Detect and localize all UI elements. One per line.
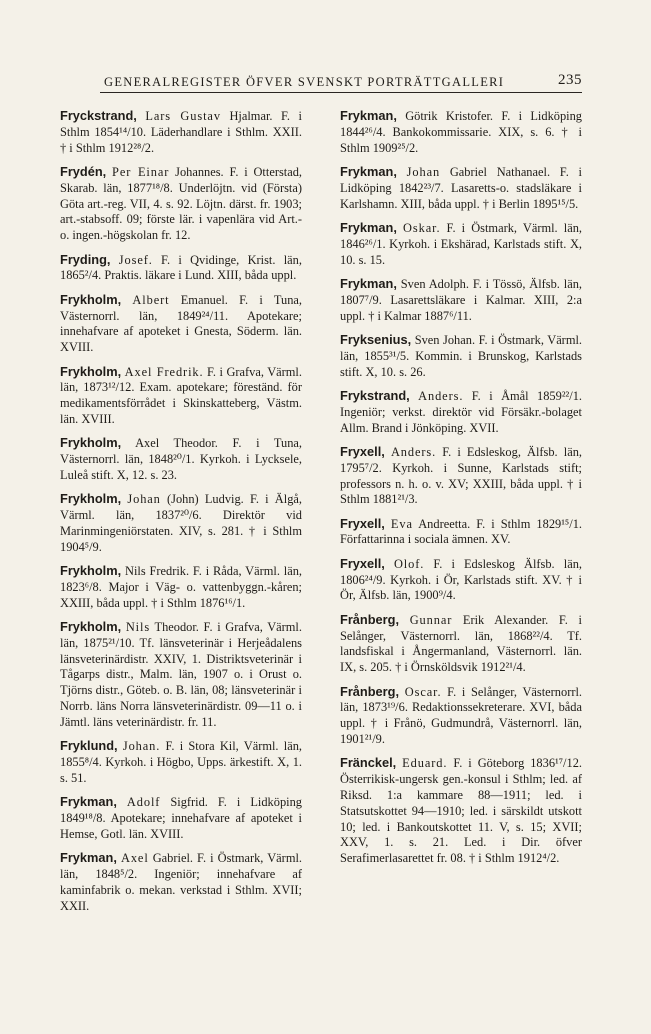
entry-text: Gabriel. F. i Östmark, Värml. län, 1848⁵/2. Ingeniör; innehafvare af kaminfabrik o. mekan. verkstad i Sthlm. XVII; XXII. (60, 851, 302, 913)
entry-text: Emanuel. F. i Tuna, Västernorrl. län, 1849²⁴/11. Apotekare; innehafvare af apoteket i Gnesta, Söderm. län. XVIII. (60, 292, 302, 355)
register-entry (340, 164, 582, 212)
entry-surname: Frykman, (340, 163, 397, 179)
entry-surname: Fryxell, (340, 515, 385, 531)
entry-surname: Frydén, (60, 163, 107, 179)
entry-surname: Frykholm, (60, 291, 122, 307)
entry-given-name: Axel Fredrik. (124, 364, 204, 379)
entry-surname: Frykstrand, (340, 387, 410, 403)
entry-text: (John) Ludvig. F. i Älgå, Värml. län, 1837²⁰/6. Direktör vid Marinmingeniörstaten. XIV, s. 281. † i Sthlm 1904⁵/9. (60, 492, 302, 554)
register-entry (60, 292, 302, 356)
entry-surname: Frykholm, (60, 363, 122, 379)
entry-surname: Frykman, (340, 219, 397, 235)
entry-surname: Fryxell, (340, 443, 385, 459)
entry-text: Sven Adolph. F. i Tössö, Älfsb. län, 1807⁷/9. Lasarettsläkare i Kalmar. XIII, 2:a uppl. † i Kalmar 1887⁶/11. (340, 276, 582, 323)
register-entry (340, 388, 582, 436)
entry-surname: Frykman, (340, 108, 397, 123)
entry-surname: Frånberg, (340, 611, 400, 627)
entry-text: Sigfrid. F. i Lidköping 1849¹⁸/8. Apotekare; innehafvare af apoteket i Hemse, Gotl. län. XVIII. (60, 795, 302, 841)
entry-surname: Fränckel, (340, 755, 397, 771)
entry-given-name: Anders. (390, 444, 437, 459)
entry-surname: Fryxell, (340, 555, 385, 571)
register-entry (340, 755, 582, 867)
entry-text: F. i Grafva, Värml. län, 1873¹²/12. Exam. apotekare; föreständ. för medikamentsförrådet i Skinskatteberg, Västm. län. XVIII. (60, 364, 302, 426)
register-entry (340, 108, 582, 156)
entry-text: F. i Edsleskog Älfsb. län, 1806²⁴/9. Kyrkoh. i Ör, Karlstads stift. XV. † i Ör, Älfsb. län, 1900⁹/4. (340, 556, 582, 603)
entry-given-name: Oscar. (404, 684, 442, 699)
register-entry (60, 794, 302, 842)
header-title: GENERALREGISTER ÖFVER SVENSKT PORTRÄTTGALLERI (104, 75, 505, 89)
entry-surname: Fryksenius, (340, 331, 412, 347)
entry-surname: Fryklund, (60, 738, 118, 754)
entry-text: F. i Edsleskog, Älfsb. län, 1795⁷/2. Kyrkoh. i Sunne, Karlstads stift; professors n. h. o. v. XV; XXIII, båda uppl. † i Sthlm 1881²¹/3. (340, 444, 582, 507)
entry-given-name: Albert (132, 292, 170, 307)
entry-given-name: Anders. (418, 388, 464, 403)
register-entry (60, 364, 302, 428)
register-entry (340, 332, 582, 380)
running-header (100, 70, 582, 93)
entry-text: F. i Åmål 1859²²/1. Ingeniör; verkst. direktör vid Försäkr.-bolaget Allm. Brand i Jönköping. XVII. (340, 388, 582, 435)
register-entry (60, 435, 302, 483)
entry-given-name: Axel (120, 851, 149, 866)
left-column (60, 108, 302, 922)
right-column (340, 108, 582, 875)
entry-text: Theodor. F. i Grafva, Värml. län, 1875²¹/10. Tf. länsveterinär i Herjeådalens länsveterinärdistr. XXIV, 1. Distriktsveterinär i Tågarps distr., Malm. län, 1907 o. i Orust o. Tjörns distr., Göteb. o. B. län, 08; länsveterinär i Norrb. läns Norra länsveterinärdistr. 09—11 o. i Jämtl. läns veterinärdistr. fr. 11. (60, 620, 302, 729)
register-entry (60, 850, 302, 914)
entry-text: Axel Theodor. F. i Tuna, Västernorrl. län, 1848²⁰/1. Kyrkoh. i Lycksele, Luleå stift. X, 12. s. 23. (60, 436, 302, 482)
entry-text: Sven Johan. F. i Östmark, Värml. län, 1855³¹/5. Kommin. i Brunskog, Karlstads stift. X, 10. s. 26. (340, 332, 582, 379)
entry-given-name: Johan. (122, 739, 161, 754)
entry-surname: Frykholm, (60, 563, 122, 579)
entry-given-name: Johan (406, 164, 441, 179)
entry-given-name: Nils (125, 620, 151, 635)
entry-text: Andreetta. F. i Sthlm 1829¹⁵/1. Författarinna i sociala ämnen. XV. (340, 516, 582, 547)
entry-surname: Frykholm, (60, 619, 122, 635)
entry-given-name: Lars Gustav (145, 109, 221, 123)
page-number: 235 (558, 72, 582, 88)
register-entry (60, 252, 302, 285)
entry-text: F. i Stora Kil, Värml. län, 1855⁸/4. Kyrkoh. i Högbo, Upps. ärkestift. X, 1. s. 51. (60, 739, 302, 785)
register-entry (340, 556, 582, 604)
register-entry (340, 516, 582, 549)
entry-text: Götrik Kristofer. F. i Lidköping 1844²⁶/4. Bankokommissarie. XIX, s. 6. † i Sthlm 1909²⁵/2. (340, 109, 582, 155)
entry-text: F. i Qvidinge, Krist. län, 1865²/4. Praktis. läkare i Lund. XIII, båda uppl. (60, 252, 302, 283)
entry-text: Johannes. F. i Otterstad, Skarab. län, 1877¹⁸/8. Underlöjtn. vid (Första) Göta art.-reg. VII, 4. s. 92. Löjtn. därst. fr. 1903; art.-stabsoff. 09; förste lär. i vapenlära vid Art.- o. ingen.-högskolan fr. 12. (60, 164, 303, 243)
entry-text: F. i Selånger, Västernorrl. län, 1873¹⁹/6. Redaktionssekreterare. XVI, båda uppl. † i Frånö, Gudmundrå, Västernorrl. län, 1901²¹/9. (340, 684, 582, 747)
entry-given-name: Olof. (393, 556, 425, 571)
register-entry (340, 276, 582, 324)
register-entry (60, 108, 302, 156)
entry-text: Erik Alexander. F. i Selånger, Västernorrl. län, 1868²²/4. Tf. landsfiskal i Ångermanland, Västernorrl. län. IX, s. 205. † i Örnsköldsvik 1912²¹/4. (340, 612, 582, 675)
entry-given-name: Oskar. (403, 220, 441, 235)
entry-given-name: Johan (127, 492, 161, 507)
entry-surname: Frykholm, (60, 435, 122, 451)
entry-surname: Fryckstrand, (60, 108, 137, 123)
register-entry (340, 444, 582, 508)
register-entry (60, 491, 302, 555)
register-entry (60, 738, 302, 786)
entry-surname: Frykman, (340, 275, 397, 291)
entry-surname: Fryding, (60, 251, 111, 267)
entry-text: Gabriel Nathanael. F. i Lidköping 1842²³/7. Lasaretts-o. stadsläkare i Karlshamn. XIII, båda uppl. † i Berlin 1895¹⁵/5. (340, 164, 582, 211)
entry-surname: Frånberg, (340, 683, 400, 699)
register-entry (60, 164, 302, 244)
entry-text: Nils Fredrik. F. i Råda, Värml. län, 1823⁶/8. Major i Väg- o. vattenbyggn.-kåren; XXIII, båda uppl. † i Sthlm 1876¹⁶/1. (60, 564, 302, 610)
register-entry (340, 220, 582, 268)
entry-surname: Frykman, (60, 850, 117, 866)
entry-given-name: Josef. (118, 252, 153, 267)
entry-given-name: Eduard. (402, 756, 448, 771)
entry-text: Hjalmar. F. i Sthlm 1854¹⁴/10. Läderhandlare i Sthlm. XXII. † i Sthlm 1912²⁸/2. (60, 109, 302, 155)
entry-surname: Frykman, (60, 794, 117, 810)
entry-text: F. i Göteborg 1836¹⁷/12. Österrikisk-ungersk gen.-konsul i Sthlm; led. af Riksd. 1:a kammare 88—1911; led. i Statsutskottet 94—1910; led. i särskildt utskott 10; led. i Bankoutskottet 11. V, s. 15; XVII; XXV, 1. s. 21. Led. i Dir. öfver Serafimerlasarettet fr. 08. † i Sthlm 1912⁴/2. (340, 756, 582, 866)
entry-given-name: Per Einar (112, 164, 170, 179)
register-entry (340, 612, 582, 676)
register-entry (60, 563, 302, 611)
entry-given-name: Eva (390, 516, 413, 531)
entry-given-name: Gunnar (409, 612, 453, 627)
entry-text: F. i Östmark, Värml. län, 1846²⁶/1. Kyrkoh. i Ekshärad, Karlstads stift. X, 10. s. 15. (340, 220, 582, 267)
entry-given-name: Adolf (126, 795, 161, 810)
register-entry (340, 684, 582, 748)
register-entry (60, 619, 302, 731)
entry-surname: Frykholm, (60, 491, 122, 507)
